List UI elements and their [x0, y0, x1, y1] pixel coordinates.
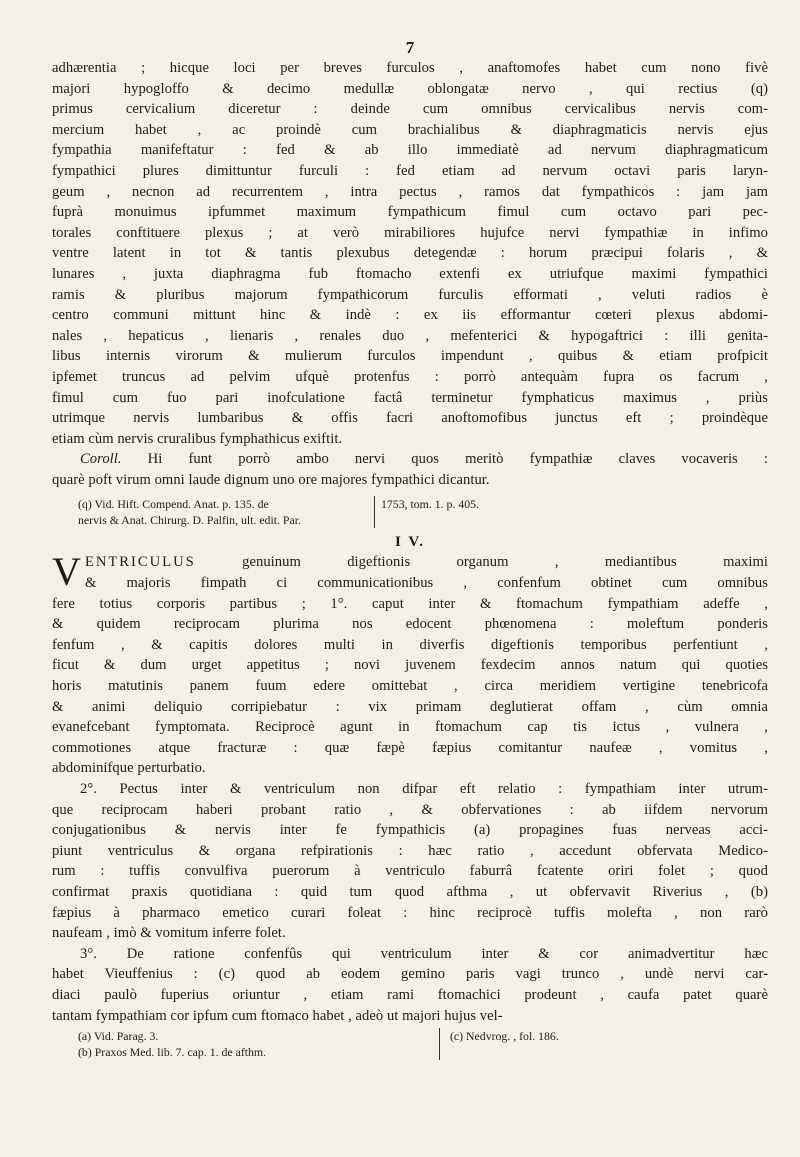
- corollary-label: Coroll.: [80, 451, 122, 468]
- para2-line: ficut & dum urget appetitus ; novi juvenem fexdecim annos natum qui quoties: [52, 657, 768, 674]
- para2-line: & quidem reciprocam plurima nos edocent phœnomena : moleftum ponderis: [52, 616, 768, 633]
- para2-line: evanefcebant fymptomata. Reciprocè agunt in ftomachum cap tis ictus , vulnera ,: [52, 719, 768, 736]
- footnote-q-line-3: 1753, tom. 1. p. 405.: [381, 497, 479, 512]
- para1-line: fimul cum fuo pari inofculatione factâ terminetur fymphaticus maximus , priùs: [52, 389, 768, 406]
- paragraph-2-first-rest: genuinum digeftionis organum , mediantibus maximi: [195, 554, 768, 571]
- para4-line: tantam fympathiam cor ipfum cum ftomaco habet , adeò ut majori hujus vel-: [52, 1007, 503, 1024]
- footnote-a: (a) Vid. Parag. 3.: [78, 1029, 159, 1044]
- para1-line: libus internis virorum & mulierum furculos impendunt , quibus & etiam profpicit: [52, 348, 768, 365]
- para4-line: diaci paulò fuperius oriuntur , etiam rami ftomachici prodeunt , caufa patet quarè: [52, 986, 768, 1003]
- para1-line: centro communi mittunt hinc & indè : ex iis efformantur cœteri plexus abdomi-: [52, 307, 768, 324]
- section-heading: I V.: [395, 534, 425, 551]
- paragraph-4: [52, 944, 768, 1026]
- para1-line: utrimque nervis lumbaribus & offis facri anoftomofibus junctus eft ; proindèque: [52, 410, 768, 427]
- para2-line: fenfum , & capitis dolores multi in diverfis digeftionis temporibus perfentiunt ,: [52, 636, 768, 653]
- para1-line: fuprà monuimus ipfummet maximum fympathicum fimul cum octavo pari pec-: [52, 204, 768, 221]
- para4-line: 3°. De ratione confenfûs qui ventriculum inter & cor animadvertitur hæc: [80, 945, 768, 962]
- footnote-q-line-1: (q) Vid. Hift. Compend. Anat. p. 135. de: [78, 497, 269, 512]
- para2-line: fere totius corporis partibus ; 1°. caput inter & ftomachum fympathiam adeffe ,: [52, 595, 768, 612]
- para3-line: que reciprocam haberi probant ratio , & obfervationes : ab iifdem nervorum: [52, 801, 768, 818]
- para1-line: fympathia manifeftatur : fed & ab illo immediatè ad nervum diaphragmaticum: [52, 142, 768, 159]
- para2-line: & majoris fimpath ci communicationibus , confenfum obtinet cum omnibus: [84, 575, 768, 592]
- para1-line: nales , hepaticus , lienaris , renales duo , mefenterici & hypogaftrici : illi genita-: [52, 327, 768, 344]
- para3-line: piunt ventriculus & organa refpirationis : hæc ratio , accedunt obfervata Medico-: [52, 842, 768, 859]
- paragraph-2: [52, 549, 768, 779]
- footnote-q-line-2: nervis & Anat. Chirurg. D. Palfin, ult. edit. Par.: [78, 513, 301, 528]
- para3-line: rum : tuffis convulfiva puerorum à ventriculo faburrâ fcatente oriri folet ; quod: [52, 863, 768, 880]
- para1-line: ipfemet truncus ad pelvim ufquè protenfus : porrò antequàm fupra os facrum ,: [52, 368, 768, 385]
- para1-line: etiam cùm nervis cruralibus fymphathicus exiftit.: [52, 430, 343, 447]
- ventriculus-word: ENTRICULUS: [84, 554, 196, 571]
- para3-line: 2°. Pectus inter & ventriculum non difpar eft relatio : fympathiam inter utrum-: [80, 781, 768, 797]
- para2-line: horis matutinis panem fuum edere omittebat , circa meridiem vertigine tenebricofa: [52, 678, 768, 695]
- para1-line: geum , necnon ad recurrentem , intra pectus , ramos dat fympathicos : jam jam: [52, 183, 768, 200]
- corollary-paragraph: [52, 449, 768, 490]
- corollary-line-2: quarè poft virum omni laude dignum uno ore majores fympathici dicantur.: [52, 471, 490, 488]
- para3-line: conjugationibus & nervis inter fe fympathicis (a) propagines fuas nerveas acci-: [52, 822, 768, 839]
- para1-line: torales conftituere plexus ; at verò mirabiliores hujufce nervi fympathiæ in infimo: [52, 224, 768, 241]
- para1-line: adhærentia ; hicque loci per breves furculos , anaftomofes habet cum nono fivè: [52, 60, 768, 76]
- footnote-b: (b) Praxos Med. lib. 7. cap. 1. de afthm.: [78, 1045, 267, 1060]
- corollary-line-1: [52, 449, 768, 470]
- drop-cap: V: [52, 549, 81, 595]
- paragraph-3: [52, 779, 768, 944]
- para1-line: ramis & pluribus majorum fympathicorum furculis efformati , veluti radios è: [52, 286, 768, 303]
- bottom-footnotes: [52, 1028, 768, 1060]
- footnote-q: [52, 496, 768, 528]
- paragraph-2-line-first: [85, 552, 768, 573]
- para1-line: fympathici plures dimittuntur furculi : fed etiam ad nervum octavi paris laryn-: [52, 162, 768, 179]
- book-page: [52, 38, 768, 1060]
- para1-line: primus cervicalium diceretur : deinde cum omnibus cervicalibus nervis com-: [52, 101, 768, 118]
- footnote-c: (c) Nedvrog. , fol. 186.: [450, 1029, 559, 1044]
- para1-line: ventre latent in tot & tantis plexubus detegendæ : horum præcipui folaris , &: [52, 245, 768, 262]
- para2-line: abdominifque perturbatio.: [52, 760, 206, 777]
- para4-line: habet Vieuffenius : (c) quod ab eodem gemino paris vagi trunco , undè nervi car-: [52, 966, 768, 983]
- paragraph-1: [52, 58, 768, 449]
- para1-line: lunares , juxta diaphragma fub ftomacho extenfi ex utriufque maximi fympathici: [52, 265, 768, 282]
- para3-line: confirmat praxis quotidiana : quid tum quod afthma , ut obfervavit Riverius , (b): [52, 883, 768, 900]
- para2-line: commotiones atque fracturæ : quæ fæpè fæpius comitantur naufeæ , vomitus ,: [52, 739, 768, 756]
- corollary-text-1: Hi funt porrò ambo nervi quos meritò fympathiæ claves vocaveris :: [147, 451, 768, 468]
- para3-line: fæpius à pharmaco emetico curari foleat : hinc reciprocè tuffis molefta , non rarò: [52, 904, 768, 921]
- para3-line: naufeam , imò & vomitum inferre folet.: [52, 925, 286, 942]
- para1-line: mercium habet , ac proindè cum brachialibus & diaphragmaticis nervis ejus: [52, 121, 768, 138]
- page-number: 7: [405, 38, 415, 57]
- para2-line: & animi deliquio corripiebatur : vix primam deglutierat offam , cùm omnia: [52, 698, 768, 715]
- para1-line: majori hypogloffo & decimo medullæ oblongatæ nervo , qui rectius (q): [52, 80, 768, 97]
